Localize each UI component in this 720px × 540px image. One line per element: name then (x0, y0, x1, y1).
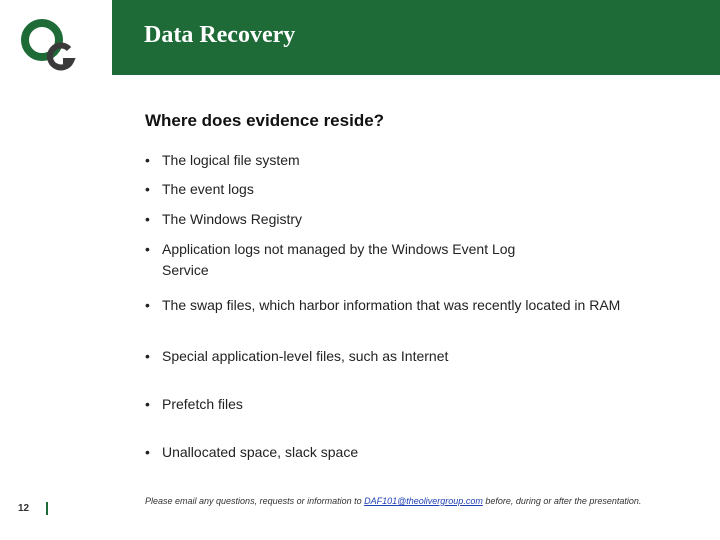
bullet-marker: • (145, 181, 150, 197)
page-number: 12 (18, 503, 30, 514)
bullet-text: Unallocated space, slack space (162, 444, 359, 460)
header-bar (112, 0, 720, 75)
footer-note-prefix: Please email any questions, requests or information to (145, 496, 365, 506)
bullet-marker: • (145, 211, 150, 227)
bullet-text: The event logs (162, 181, 254, 197)
bullet-item (145, 442, 655, 463)
bullet-marker: • (145, 152, 150, 168)
bullet-item (145, 179, 655, 200)
page-number-divider (46, 502, 48, 515)
company-logo (0, 0, 112, 75)
bullet-item (145, 239, 565, 281)
bullet-marker: • (145, 444, 150, 460)
bullet-text: Prefetch files (162, 396, 243, 412)
bullet-item (145, 150, 655, 171)
bullet-text: Special application-level files, such as Internet (162, 348, 449, 364)
footer-note (145, 495, 645, 507)
bullet-item (145, 346, 655, 367)
bullet-marker: • (145, 241, 150, 257)
bullet-marker: • (145, 297, 150, 313)
bullet-marker: • (145, 348, 150, 364)
footer-note-suffix: before, during or after the presentation. (482, 496, 642, 506)
contact-email-link[interactable]: DAF101@theolivergroup.com (364, 496, 483, 506)
bullet-item (145, 394, 655, 415)
bullet-text: Application logs not managed by the Windows Event Log Service (162, 241, 516, 278)
slide-subtitle: Where does evidence reside? (145, 111, 385, 130)
bullet-marker: • (145, 396, 150, 412)
og-logo-icon (0, 0, 112, 75)
bullet-item (145, 295, 655, 316)
bullet-text: The swap files, which harbor information that was recently located in RAM (162, 297, 621, 313)
slide-title: Data Recovery (144, 22, 296, 48)
bullet-text: The logical file system (162, 152, 300, 168)
bullet-item (145, 209, 655, 230)
bullet-text: The Windows Registry (162, 211, 303, 227)
